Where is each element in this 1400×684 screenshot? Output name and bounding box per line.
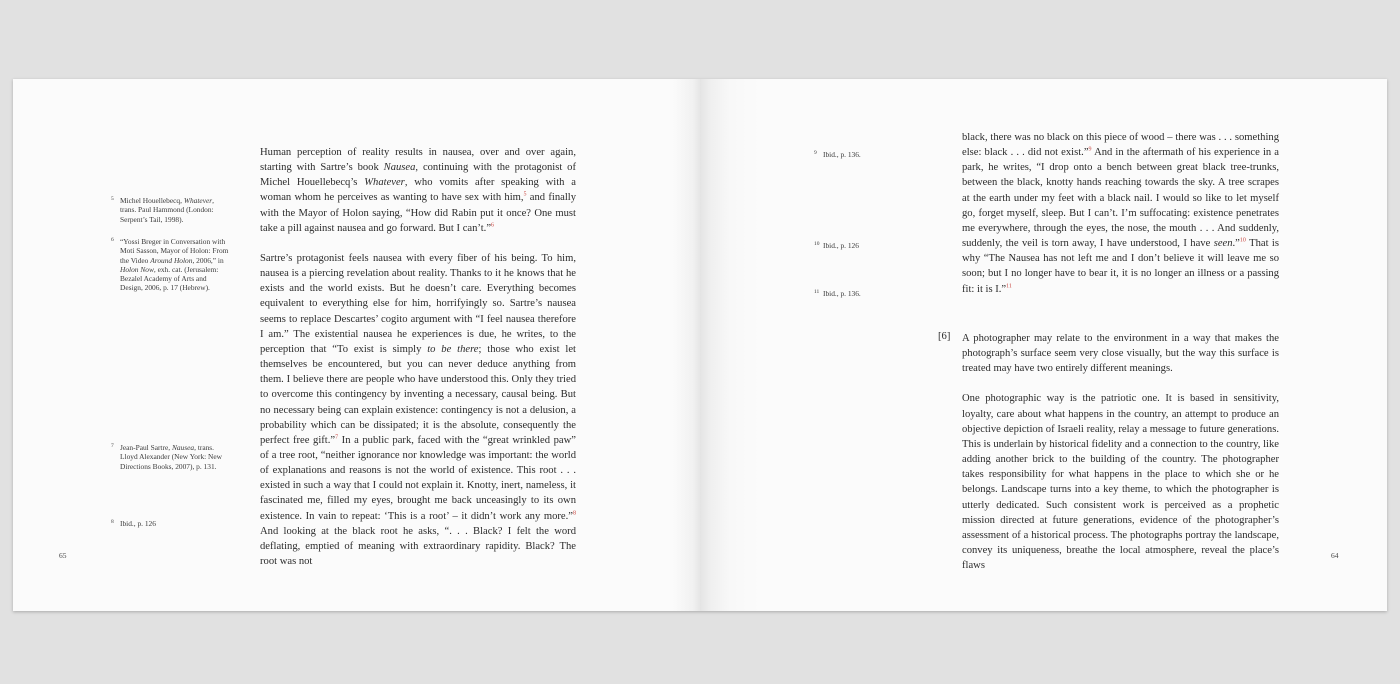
footnote-reference[interactable]: 8 bbox=[573, 510, 576, 517]
italic-text: to be there bbox=[427, 343, 479, 355]
italic-text: Holon Now bbox=[120, 264, 154, 274]
right-continuation-text bbox=[962, 130, 1279, 297]
footnote-number: 7 bbox=[111, 443, 114, 449]
footnote-9 bbox=[814, 150, 933, 159]
footnote-text: Ibid., p. 136. bbox=[823, 150, 861, 159]
footnote-reference[interactable]: 10 bbox=[1239, 237, 1246, 244]
right-body-text bbox=[962, 331, 1279, 573]
footnote-6 bbox=[111, 237, 230, 293]
footnote-reference[interactable]: 11 bbox=[1006, 283, 1012, 290]
footnote-number: 10 bbox=[814, 241, 820, 247]
footnote-11 bbox=[814, 289, 933, 298]
footnote-text: Ibid., p. 136. bbox=[823, 289, 861, 298]
paragraph-sartre: Sartre’s protagonist feels nausea with every fiber of his being. To him, nausea is a piercing revelation about reality. Thanks to it he knows that he exists and the world exists. But he doesn’t care. Everything becomes equivalent to everything else for him, horrifyingly so. Sartre’s nausea seems to replace Descartes’ cogito argument with “I feel nausea therefore I am.” The existential nausea he experiences is due, he writes, to the perception that “To exist is simply to be there; those who exist let themselves be encountered, but you can never deduce anything from them. I believe there are people who have understood this. Only they tried to overcome this contingency by inventing a necessary, causal being. But no necessary being can explain existence: contingency is not a delusion, a probability which can be dissipated; it is the absolute, consequently the perfect free gift.”$^7$ In a public park, faced with the “great wrinkled paw” of a tree root, “neither ignorance nor knowledge was important: the world of explanations and reasons is not the world of existence. This root . . . existed in such a way that I could not explain it. Knotty, inert, nameless, it fascinated me, filled my eyes, brought me back unceasingly to its own existence. In vain to repeat: ‘This is a root’ – it didn’t work any more.”$^8$ And looking at the black root he asks, “. . . Black? I felt the word deflating, emptied of meaning with extraordinary rapidity. Black? The root was not bbox=[260, 252, 576, 568]
italic-text: Nausea bbox=[171, 443, 195, 452]
left-page bbox=[13, 79, 700, 611]
italic-text: Around Holon bbox=[150, 255, 193, 265]
footnote-reference[interactable]: 5 bbox=[523, 191, 527, 198]
paragraph-photographer: A photographer may relate to the environment in a way that makes the photograph’s surface seem very close visually, but the way this surface is treated may have two entirely different meanings. bbox=[962, 333, 1279, 375]
paragraph-nausea-intro: Human perception of reality results in nausea, over and over again, starting with Sartre’s book Nausea, continuing with the protagonist of Michel Houellebecq’s Whatever, who vomits after speaking with a woman whom he perceives as wanting to have sex with him,$^5$ and finally with the Mayor of Holon saying, “How did Rabin put it once? One must take a pill against nausea and go forward. But I can’t.”$^6$ bbox=[260, 147, 576, 234]
book-spread bbox=[13, 79, 1387, 611]
left-body-text bbox=[260, 145, 576, 569]
italic-text: Whatever bbox=[364, 177, 405, 189]
italic-text: Whatever bbox=[183, 196, 213, 205]
page-number: 64 bbox=[1331, 551, 1339, 560]
footnote-text: Michel Houellebecq, Whatever, trans. Paul Hammond (London: Serpent’s Tail, 1998). bbox=[120, 196, 215, 224]
footnote-number: 9 bbox=[814, 150, 817, 156]
footnote-text: “Yossi Breger in Conversation with Moti Sasson, Mayor of Holon: From the Video Around Holon, 2006,” in Holon Now, exh. cat. (Jerusalem: Bezalel Academy of Arts and Design, 2006, p. 17 (Hebrew). bbox=[120, 237, 229, 293]
section-number: [6] bbox=[938, 331, 951, 342]
footnote-text: Ibid., p. 126 bbox=[120, 519, 156, 528]
paragraph-patriotic: One photographic way is the patriotic one. It is based in sensitivity, loyalty, care about what happens in the country, an attempt to produce an objective depiction of Israeli reality, relay a message to future generations. This is underlain by historical fidelity and a connection to the country, like adding another brick to the building of the country. The photographer takes responsibility for what happens in the place to which she or he belongs. Landscape turns into a key theme, to which the photographer is utterly dedicated. Such consistent work is perceived as a prophetic mission directed at future generations, evidence of the photographer’s assessment of a historical process. The photographs portray the landscape, convey its uniqueness, breathe the local atmosphere, reveal the place’s flaws bbox=[962, 393, 1279, 572]
footnote-5 bbox=[111, 196, 230, 224]
footnote-number: 5 bbox=[111, 196, 114, 202]
footnote-8 bbox=[111, 519, 230, 528]
footnote-10 bbox=[814, 241, 933, 250]
right-page bbox=[700, 79, 1387, 611]
footnote-reference[interactable]: 6 bbox=[491, 222, 495, 229]
footnote-reference[interactable]: 7 bbox=[335, 434, 339, 441]
footnote-text: Jean-Paul Sartre, Nausea, trans. Lloyd Alexander (New York: New Directions Books, 2007), p. 131. bbox=[120, 443, 223, 471]
paragraph-continuation: black, there was no black on this piece of wood – there was . . . something else: black . . . did not exist.”$^9$ And in the aftermath of his experience in a park, he writes, “I drop onto a bench between great black tree-trunks, between the black, knotty hands reaching towards the sky. A tree scrapes at the earth under my feet with a black nail. I would so like to let myself go, forget myself, sleep. But I can’t. I’m suffocating: existence penetrates me everywhere, through the eyes, the nose, the mouth . . . And suddenly, suddenly, the veil is torn away, I have understood, I have seen.”$^{10}$ That is why “The Nausea has not left me and I don’t believe it will leave me so soon; but I no longer have to bear it, it is no longer an illness or a passing fit: it is I.”$^{11}$ bbox=[962, 132, 1280, 295]
footnote-text: Ibid., p. 126 bbox=[823, 241, 859, 250]
page-number: 65 bbox=[59, 551, 67, 560]
footnote-7 bbox=[111, 443, 230, 471]
footnote-reference[interactable]: 9 bbox=[1088, 146, 1092, 153]
italic-text: seen bbox=[1213, 238, 1233, 250]
footnote-number: 6 bbox=[111, 237, 114, 243]
footnote-number: 8 bbox=[111, 519, 114, 525]
footnote-number: 11 bbox=[814, 289, 820, 295]
italic-text: Nausea bbox=[383, 162, 416, 174]
